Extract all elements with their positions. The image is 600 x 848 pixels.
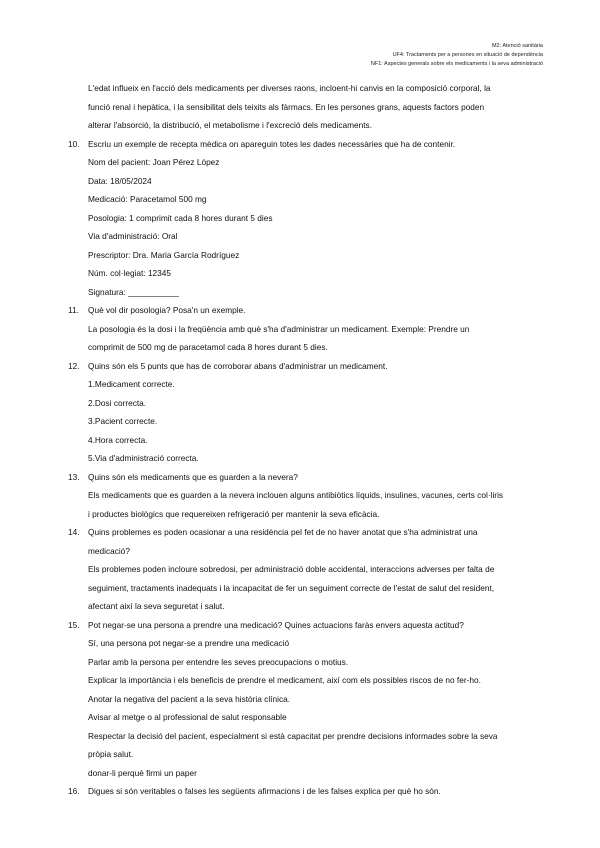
page-header: [371, 42, 543, 69]
question-number: 10.: [68, 138, 80, 149]
answer-text-line: Signatura: ___________: [88, 286, 179, 297]
answer-text-line: i productes biològics que requereixen refrigeració per mantenir la seva eficàcia.: [88, 508, 380, 519]
answer-text-line: pròpia salut.: [88, 749, 134, 759]
question-text-line: 16. Digues si són veritables o falses les següents afirmacions i de les falses explica per què ho són.: [68, 782, 548, 801]
question-text-line: 15. Pot negar-se una persona a prendre una medicació? Quines actuacions faràs envers aquesta actitud?: [68, 616, 548, 635]
intro-text-line: L'edat influeix en l'acció dels medicaments per diverses raons, incloent-hi canvis en la composició corporal, la: [88, 83, 491, 93]
answer-text-line: 2.Dosi correcta.: [88, 397, 147, 408]
question-text-line: 13. Quins són els medicaments que es guarden a la nevera?: [68, 468, 548, 487]
answer-text-line: 4.Hora correcta.: [88, 434, 148, 445]
header-nf: NF1: Aspectes generals sobre els medicaments i la seva administració: [370, 61, 543, 67]
intro-text-line: alterar l'absorció, la distribució, el metabolisme i l'excreció dels medicaments.: [88, 120, 372, 130]
answer-text-line: Data: 18/05/2024: [88, 175, 152, 186]
answer-text-line: Avisar al metge o al professional de salut responsable: [88, 712, 287, 722]
question-number: 16.: [68, 786, 80, 796]
answer-text-line: Els problemes poden incloure sobredosi, per administració doble accidental, interaccions adverses per falta de: [88, 564, 495, 574]
question-text-line: 14. Quins problemes es poden ocasionar a una residència pel fet de no haver anotat que s'ha administrat una: [68, 523, 548, 542]
intro-text-line: funció renal i hepàtica, i la sensibilitat dels teixits als fàrmacs. En les persones grans, aquests factors poden: [88, 101, 485, 112]
answer-text-line: La posologia és la dosi i la freqüència amb què s'ha d'administrar un medicament. Exemple: Prendre un: [88, 323, 470, 334]
header-module: M2: Atenció sanitària: [491, 43, 543, 49]
answer-text-line: Posologia: 1 comprimit cada 8 hores durant 5 dies: [88, 212, 273, 223]
answer-text-line: Via d'administració: Oral: [88, 231, 178, 241]
question-number: 14.: [68, 527, 80, 537]
question-text-line: 12. Quins són els 5 punts que has de corroborar abans d'administrar un medicament.: [68, 357, 548, 376]
answer-text-line: Respectar la decisió del pacient, especialment si està capacitat per prendre decisions informades sobre la seva: [88, 730, 498, 741]
question-text-line: 11. Què vol dir posologia? Posa'n un exemple.: [68, 301, 548, 320]
question-number: 13.: [68, 471, 80, 482]
document-body: [68, 79, 548, 801]
answer-text-line: Els medicaments que es guarden a la nevera inclouen alguns antibiòtics líquids, insulines, vacunes, certs col·liris: [88, 490, 504, 500]
answer-text-line: comprimit de 500 mg de paracetamol cada 8 hores durant 5 dies.: [88, 342, 328, 352]
answer-text-line: Parlar amb la persona per entendre les seves preocupacions o motius.: [88, 656, 349, 667]
answer-text-line: donar-li perquè firmi un paper: [88, 767, 197, 778]
answer-text-line: 5.Via d'administració correcta.: [88, 453, 199, 463]
answer-text-line: Nom del pacient: Joan Pérez López: [88, 157, 220, 167]
question-number: 15.: [68, 619, 80, 630]
answer-text-line: Anotar la negativa del pacient a la seva història clínica.: [88, 693, 291, 704]
answer-text-line: 1.Medicament correcte.: [88, 379, 175, 389]
question-number: 11.: [68, 305, 79, 315]
answer-text-line: Prescriptor: Dra. Maria García Rodríguez: [88, 249, 240, 260]
answer-text-line: 3.Pacient correcte.: [88, 416, 158, 426]
question-number: 12.: [68, 360, 80, 371]
answer-text-line: afectant així la seva seguretat i salut.: [88, 601, 225, 611]
question-text-line: medicació?: [88, 545, 130, 556]
header-unit: UF4: Tractaments per a persones en situació de dependència: [392, 52, 543, 58]
answer-text-line: Núm. col·legiat: 12345: [88, 268, 172, 278]
answer-text-line: Sí, una persona pot negar-se a prendre una medicació: [88, 638, 290, 648]
answer-text-line: Explicar la importància i els beneficis de prendre el medicament, així com els possibles riscos de no fer-ho.: [88, 675, 481, 685]
question-text-line: 10. Escriu un exemple de recepta mèdica on apareguin totes les dades necessàries que ha de contenir.: [68, 135, 548, 154]
answer-text-line: Medicació: Paracetamol 500 mg: [88, 194, 207, 204]
answer-text-line: seguiment, tractaments inadequats i la incapacitat de fer un seguiment correcte de l'estat de salut del resident,: [88, 582, 495, 593]
